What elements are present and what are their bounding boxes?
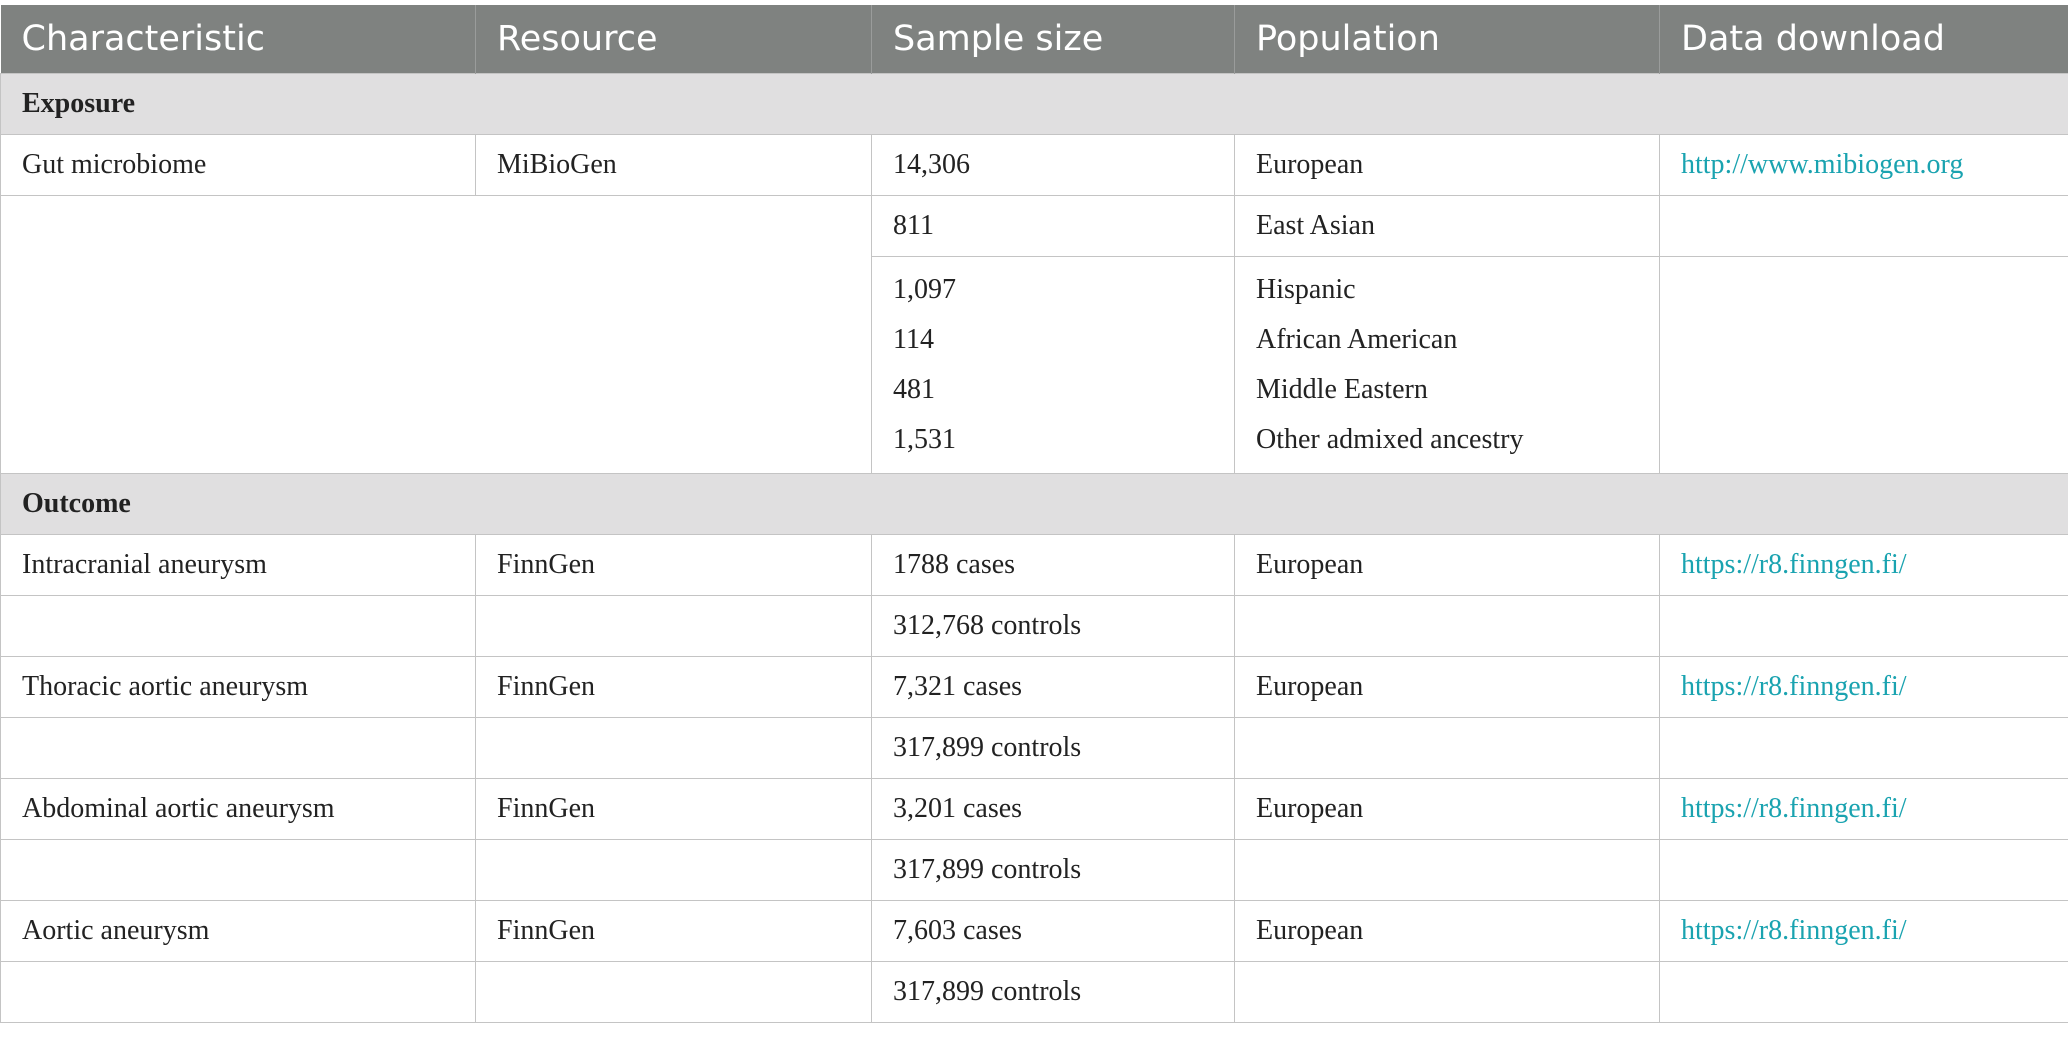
sample-size-line: 1,531 [893,423,956,455]
table-row [1,839,2068,900]
cell-population: European [1235,534,1660,595]
section-label-outcome: Outcome [1,473,2068,534]
table-row [1,717,2068,778]
sample-size-line: 1,097 [893,273,956,305]
header-characteristic: Characteristic [1,5,476,73]
data-table-container [0,5,2068,1023]
cell-sample-size-multi [872,256,1235,473]
population-line: Hispanic [1256,273,1356,305]
cell-sample-size: 317,899 controls [872,961,1235,1022]
cell-empty [1,595,476,656]
cell-population: European [1235,778,1660,839]
cell-empty [1660,717,2068,778]
cell-empty [1,839,476,900]
cell-population-multi [1235,256,1660,473]
cell-characteristic: Intracranial aneurysm [1,534,476,595]
cell-population: European [1235,900,1660,961]
cell-empty [1235,595,1660,656]
download-link[interactable]: https://r8.finngen.fi/ [1681,670,1907,702]
cell-data-download [1660,778,2068,839]
population-line: Other admixed ancestry [1256,423,1524,455]
cell-empty [476,717,872,778]
download-link[interactable]: https://r8.finngen.fi/ [1681,548,1907,580]
population-line: Middle Eastern [1256,373,1428,405]
header-row [1,5,2068,73]
cell-population: East Asian [1235,195,1660,256]
header-sample-size: Sample size [872,5,1235,73]
cell-characteristic: Thoracic aortic aneurysm [1,656,476,717]
cell-resource: FinnGen [476,900,872,961]
cell-empty [476,961,872,1022]
cell-resource: FinnGen [476,778,872,839]
table-header [1,5,2068,73]
cell-data-download-empty [1660,195,2068,256]
table-row [1,134,2068,195]
cell-characteristic: Aortic aneurysm [1,900,476,961]
sample-size-line: 481 [893,373,935,405]
population-line: African American [1256,323,1458,355]
cell-characteristic: Gut microbiome [1,134,476,195]
section-label-exposure: Exposure [1,73,2068,134]
cell-sample-size: 317,899 controls [872,839,1235,900]
cell-sample-size: 1788 cases [872,534,1235,595]
section-row-outcome [1,473,2068,534]
cell-empty [1660,839,2068,900]
sample-size-line: 114 [893,323,934,355]
cell-resource: MiBioGen [476,134,872,195]
table-row [1,595,2068,656]
cell-data-download-empty [1660,256,2068,473]
header-resource: Resource [476,5,872,73]
cell-sample-size: 811 [872,195,1235,256]
cell-sample-size: 7,321 cases [872,656,1235,717]
cell-empty [1,961,476,1022]
table-row [1,961,2068,1022]
cell-empty [1235,961,1660,1022]
download-link[interactable]: https://r8.finngen.fi/ [1681,914,1907,946]
cell-population: European [1235,656,1660,717]
cell-sample-size: 7,603 cases [872,900,1235,961]
cell-sample-size: 3,201 cases [872,778,1235,839]
download-link[interactable]: http://www.mibiogen.org [1681,148,1964,180]
cell-data-download [1660,900,2068,961]
cell-empty [1660,961,2068,1022]
cell-sample-size: 312,768 controls [872,595,1235,656]
table-row [1,900,2068,961]
cell-population: European [1235,134,1660,195]
cell-resource: FinnGen [476,656,872,717]
cell-empty [1235,717,1660,778]
data-table [0,5,2068,1023]
cell-empty [1,717,476,778]
cell-empty [476,839,872,900]
cell-empty [1660,595,2068,656]
cell-empty-merged [1,195,872,473]
header-population: Population [1235,5,1660,73]
cell-data-download [1660,134,2068,195]
cell-sample-size: 14,306 [872,134,1235,195]
table-body [1,73,2068,1022]
cell-data-download [1660,656,2068,717]
header-data-download: Data download [1660,5,2068,73]
cell-empty [476,595,872,656]
table-row [1,778,2068,839]
cell-characteristic: Abdominal aortic aneurysm [1,778,476,839]
cell-sample-size: 317,899 controls [872,717,1235,778]
section-row-exposure [1,73,2068,134]
table-row [1,656,2068,717]
cell-data-download [1660,534,2068,595]
cell-empty [1235,839,1660,900]
download-link[interactable]: https://r8.finngen.fi/ [1681,792,1907,824]
table-row [1,534,2068,595]
table-row [1,195,2068,256]
cell-resource: FinnGen [476,534,872,595]
